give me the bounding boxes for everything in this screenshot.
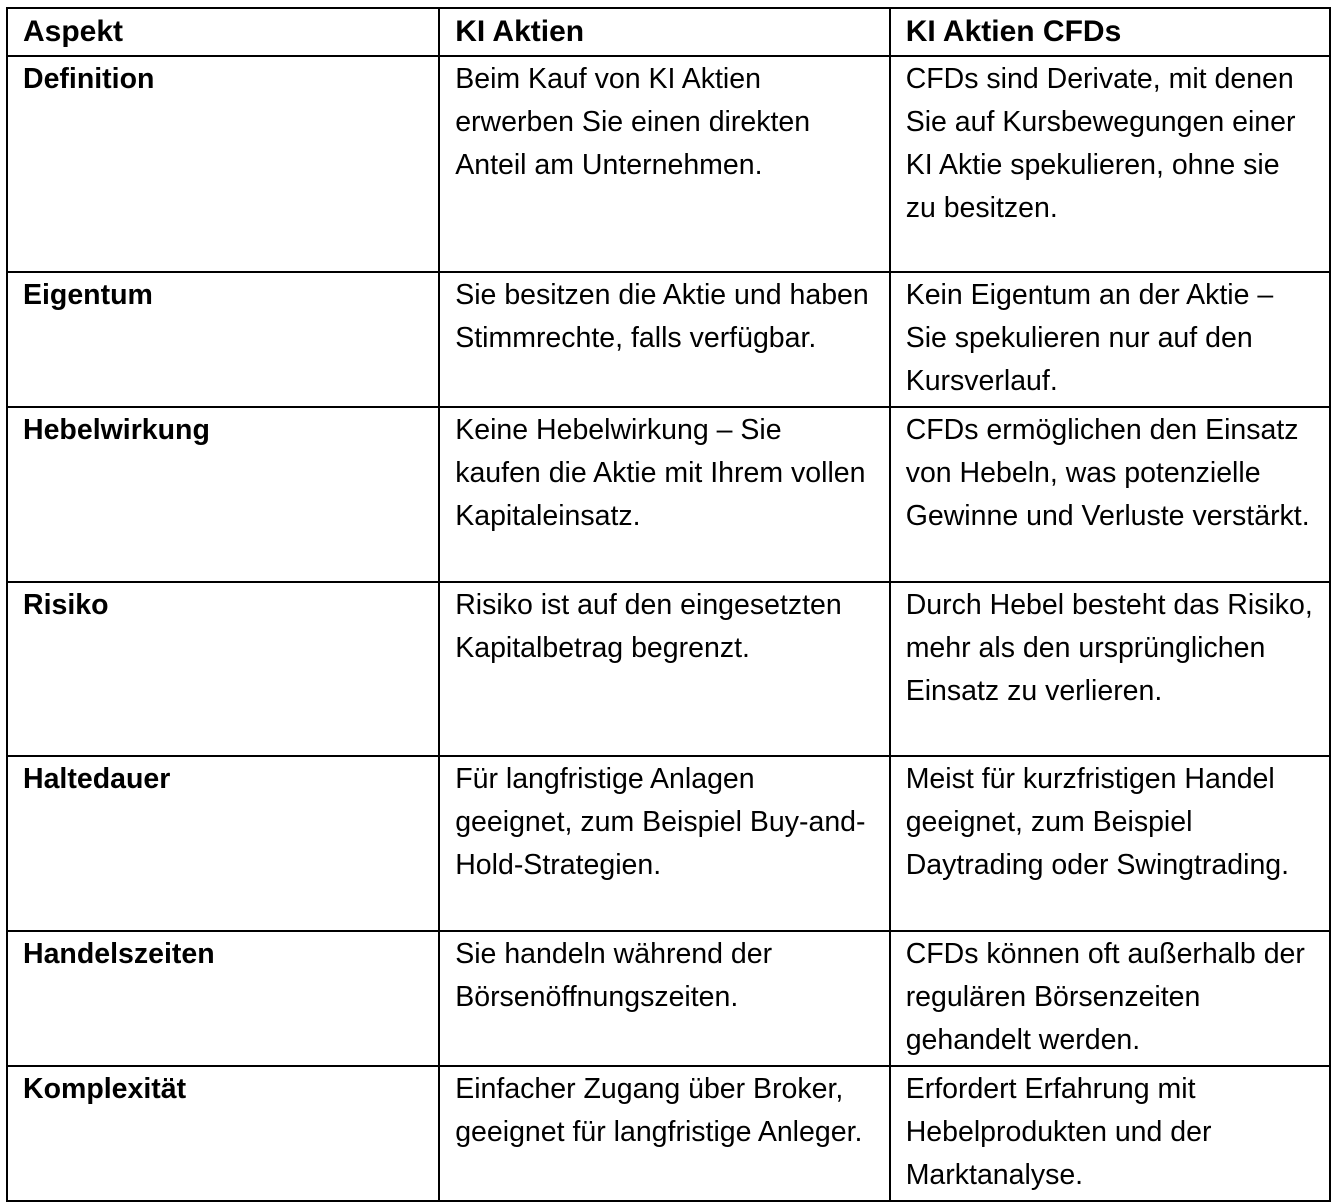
ki-aktien-cell: Beim Kauf von KI Aktien erwerben Sie einen direkten Anteil am Unternehmen. xyxy=(439,56,889,272)
ki-aktien-cell: Risiko ist auf den eingesetzten Kapitalbetrag begrenzt. xyxy=(439,582,889,756)
table-row-risiko xyxy=(7,582,1330,756)
header-aspekt: Aspekt xyxy=(7,8,439,56)
ki-aktien-cfds-cell: CFDs ermöglichen den Einsatz von Hebeln, was potenzielle Gewinne und Verluste verstärkt. xyxy=(890,407,1330,582)
aspect-cell: Haltedauer xyxy=(7,756,439,931)
ki-aktien-cell: Keine Hebelwirkung – Sie kaufen die Aktie mit Ihrem vollen Kapitaleinsatz. xyxy=(439,407,889,582)
table-row-hebelwirkung xyxy=(7,407,1330,582)
table-row-eigentum xyxy=(7,272,1330,407)
ki-aktien-cell: Für langfristige Anlagen geeignet, zum Beispiel Buy-and-Hold-Strategien. xyxy=(439,756,889,931)
table-row-haltedauer xyxy=(7,756,1330,931)
header-ki-aktien-cfds: KI Aktien CFDs xyxy=(890,8,1330,56)
header-row xyxy=(7,8,1330,56)
aspect-cell: Handelszeiten xyxy=(7,931,439,1066)
ki-aktien-cell: Sie handeln während der Börsenöffnungszeiten. xyxy=(439,931,889,1066)
ki-aktien-cell: Sie besitzen die Aktie und haben Stimmrechte, falls verfügbar. xyxy=(439,272,889,407)
ki-aktien-cell: Einfacher Zugang über Broker, geeignet für langfristige Anleger. xyxy=(439,1066,889,1201)
ki-aktien-cfds-cell: Durch Hebel besteht das Risiko, mehr als den ursprünglichen Einsatz zu verlieren. xyxy=(890,582,1330,756)
header-ki-aktien: KI Aktien xyxy=(439,8,889,56)
ki-aktien-cfds-cell: Kein Eigentum an der Aktie – Sie spekulieren nur auf den Kursverlauf. xyxy=(890,272,1330,407)
ki-aktien-cfds-cell: CFDs können oft außerhalb der regulären Börsenzeiten gehandelt werden. xyxy=(890,931,1330,1066)
table-row-definition xyxy=(7,56,1330,272)
aspect-cell: Komplexität xyxy=(7,1066,439,1201)
table-row-handelszeiten xyxy=(7,931,1330,1066)
aspect-cell: Risiko xyxy=(7,582,439,756)
aspect-cell: Eigentum xyxy=(7,272,439,407)
ki-aktien-cfds-cell: CFDs sind Derivate, mit denen Sie auf Kursbewegungen einer KI Aktie spekulieren, ohne sie zu besitzen. xyxy=(890,56,1330,272)
ki-aktien-cfds-cell: Erfordert Erfahrung mit Hebelprodukten und der Marktanalyse. xyxy=(890,1066,1330,1201)
table-row-komplexitaet xyxy=(7,1066,1330,1201)
ki-aktien-cfds-cell: Meist für kurzfristigen Handel geeignet, zum Beispiel Daytrading oder Swingtrading. xyxy=(890,756,1330,931)
aspect-cell: Hebelwirkung xyxy=(7,407,439,582)
comparison-table xyxy=(6,7,1331,1202)
aspect-cell: Definition xyxy=(7,56,439,272)
